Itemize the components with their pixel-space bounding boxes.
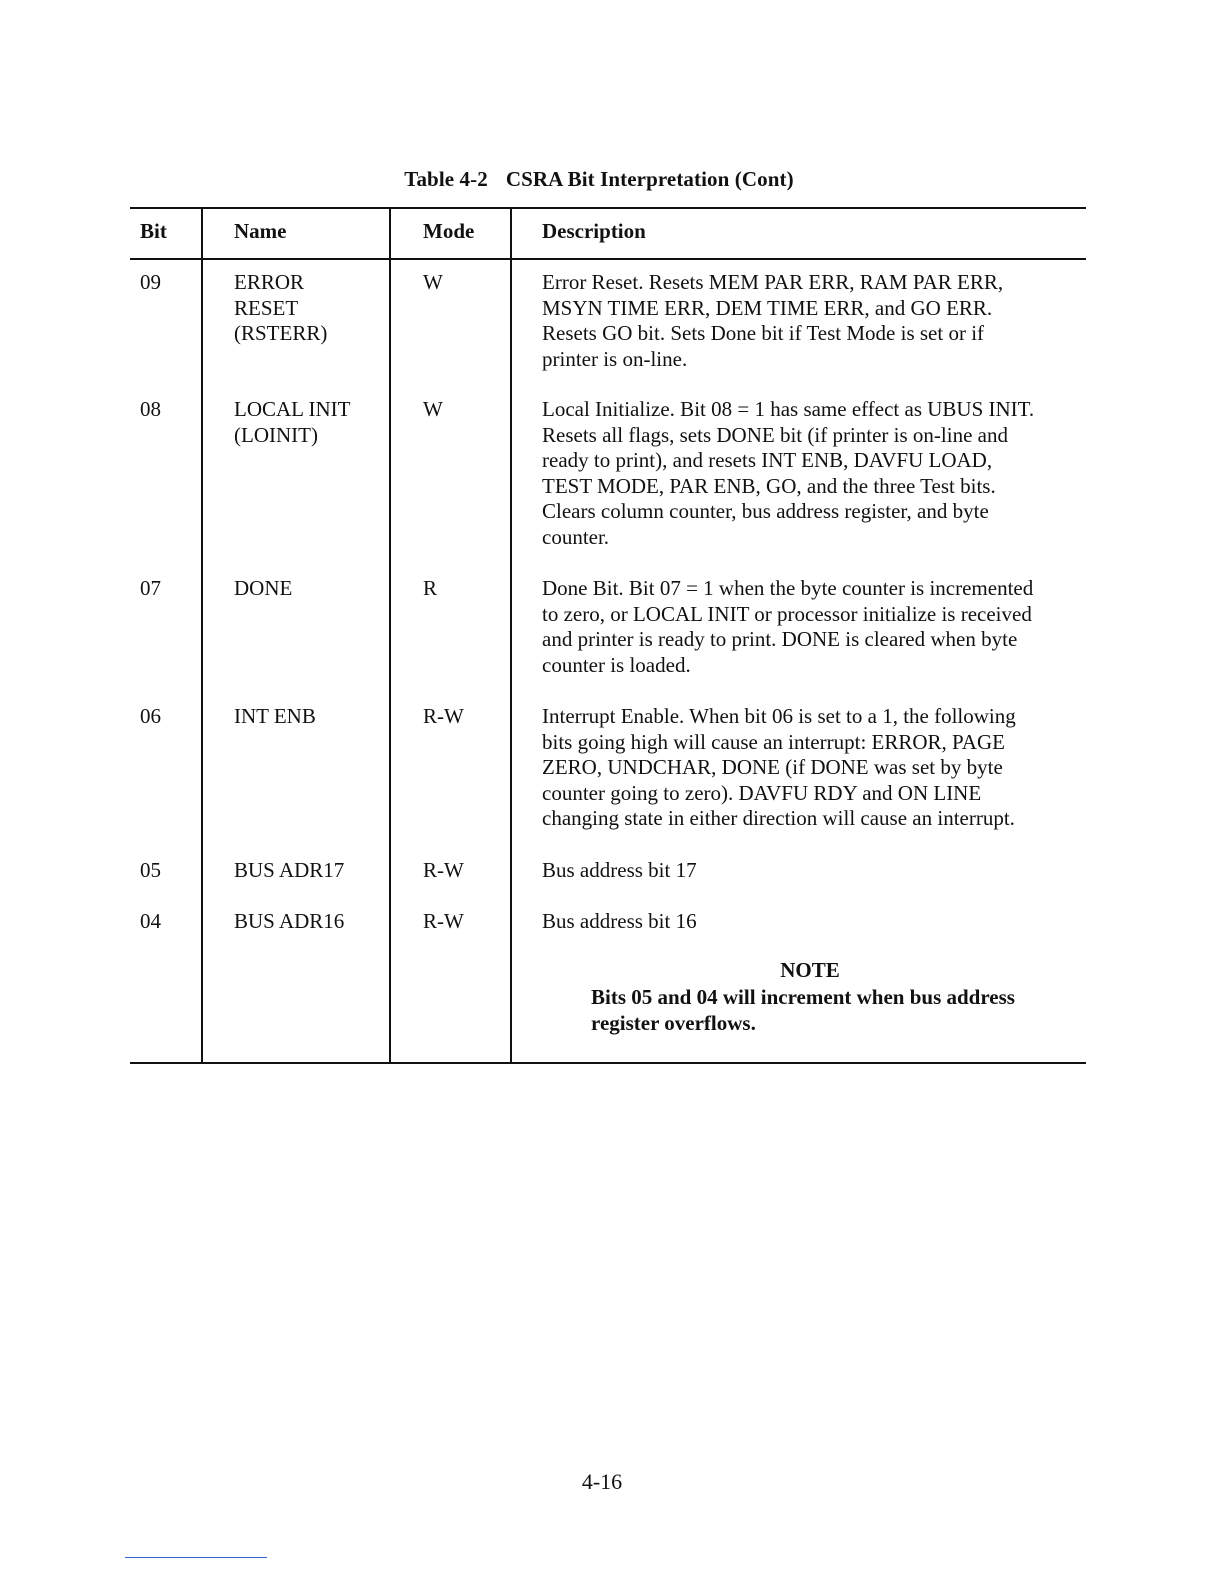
note-body: Bits 05 and 04 will increment when bus address register overflows. bbox=[591, 985, 1015, 1035]
row-description: Local Initialize. Bit 08 = 1 has same effect as UBUS INIT. Resets all flags, sets DONE bit (if printer is on-line and ready to print), and resets INT ENB, DAVFU LOAD, TEST MODE, PAR ENB, GO, and the three Test bits. Clears column counter, bus address register, and byte counter. bbox=[542, 397, 1035, 549]
table-header-rule bbox=[130, 258, 1086, 260]
row-mode: R-W bbox=[423, 704, 464, 728]
note-title: NOTE bbox=[780, 958, 840, 982]
row-bit: 06 bbox=[140, 704, 161, 728]
table-title: CSRA Bit Interpretation (Cont) bbox=[505, 167, 794, 191]
row-name: BUS ADR17 bbox=[234, 858, 345, 882]
row-name: LOCAL INIT (LOINIT) bbox=[234, 397, 351, 447]
row-bit: 09 bbox=[140, 270, 161, 294]
row-description: Bus address bit 16 bbox=[542, 909, 697, 933]
column-header-mode: Mode bbox=[423, 219, 475, 243]
row-mode: R-W bbox=[423, 858, 464, 882]
row-mode: R bbox=[423, 576, 438, 600]
table-number: Table 4-2 bbox=[404, 167, 488, 191]
row-name: DONE bbox=[234, 576, 293, 600]
row-description: Error Reset. Resets MEM PAR ERR, RAM PAR ERR, MSYN TIME ERR, DEM TIME ERR, and GO ERR. Resets GO bit. Sets Done bit if Test Mode is set or if printer is on-line. bbox=[542, 270, 1004, 371]
row-bit: 05 bbox=[140, 858, 161, 882]
row-mode: W bbox=[423, 270, 443, 294]
row-mode: R-W bbox=[423, 909, 464, 933]
row-description: Done Bit. Bit 07 = 1 when the byte counter is incremented to zero, or LOCAL INIT or processor initialize is received and printer is ready to print. DONE is cleared when byte counter is loaded. bbox=[542, 576, 1034, 677]
row-description: Bus address bit 17 bbox=[542, 858, 697, 882]
table-bottom-rule bbox=[130, 1062, 1086, 1064]
column-header-description: Description bbox=[542, 219, 646, 243]
column-header-name: Name bbox=[234, 219, 287, 243]
row-name: ERROR RESET (RSTERR) bbox=[234, 270, 328, 346]
row-description: Interrupt Enable. When bit 06 is set to a 1, the following bits going high will cause an interrupt: ERROR, PAGE ZERO, UNDCHAR, DONE (if DONE was set by byte counter going to zero). DAVFU RDY and ON LINE changing state in either direction will cause an interrupt. bbox=[542, 704, 1016, 831]
row-name: BUS ADR16 bbox=[234, 909, 345, 933]
table-top-rule bbox=[130, 207, 1086, 209]
row-bit: 08 bbox=[140, 397, 161, 421]
row-bit: 07 bbox=[140, 576, 161, 600]
row-name: INT ENB bbox=[234, 704, 316, 728]
margin-mark bbox=[125, 1557, 267, 1558]
column-divider bbox=[201, 208, 203, 1063]
row-bit: 04 bbox=[140, 909, 161, 933]
page-number: 4-16 bbox=[581, 1469, 623, 1494]
column-divider bbox=[510, 208, 512, 1063]
column-header-bit: Bit bbox=[140, 219, 167, 243]
table-caption bbox=[0, 167, 1198, 192]
row-mode: W bbox=[423, 397, 443, 421]
column-divider bbox=[389, 208, 391, 1063]
